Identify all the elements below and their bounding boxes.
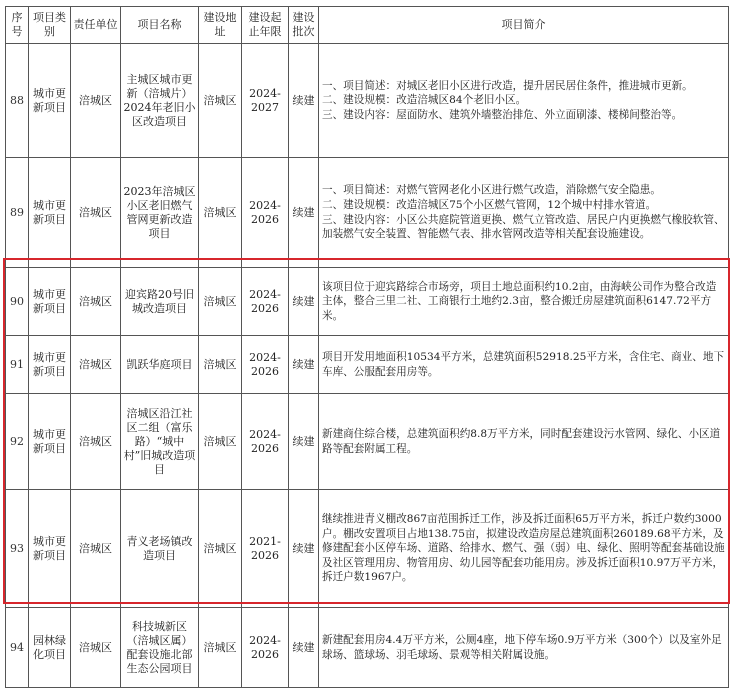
cell-name: 主城区城市更新（涪城片）2024年老旧小区改造项目 — [121, 44, 199, 158]
cell-seq: 92 — [6, 394, 29, 490]
cell-category: 园林绿化项目 — [29, 608, 71, 688]
cell-batch: 续建 — [289, 394, 319, 490]
table-header-row — [6, 7, 729, 44]
cell-intro: 新建配套用房4.4万平方米，公厕4座，地下停车场0.9万平方米（300个）以及室外足球场、篮球场、羽毛球场、景观等相关附属设施。 — [319, 608, 729, 688]
cell-batch: 续建 — [289, 158, 319, 268]
cell-location: 涪城区 — [199, 394, 242, 490]
header-intro: 项目简介 — [319, 7, 729, 44]
cell-intro: 项目开发用地面积10534平方米，总建筑面积52918.25平方米，含住宅、商业、地下车库、公服配套用房等。 — [319, 336, 729, 394]
cell-location: 涪城区 — [199, 268, 242, 336]
table-row — [6, 268, 729, 336]
cell-intro: 一、项目简述：对燃气管网老化小区进行燃气改造，消除燃气安全隐患。 二、建设规模：改造涪城区75个小区燃气管网，12个城中村排水管道。 三、建设内容：小区公共庭院管道更换、燃气立管改造、居民户内更换燃气橡胶软管、加装燃气安全装置、智能燃气表、排水管网改造等相关配套设施建设。 — [319, 158, 729, 268]
cell-seq: 90 — [6, 268, 29, 336]
cell-category: 城市更新项目 — [29, 158, 71, 268]
cell-unit: 涪城区 — [71, 490, 121, 608]
header-unit: 责任单位 — [71, 7, 121, 44]
cell-seq: 88 — [6, 44, 29, 158]
cell-unit: 涪城区 — [71, 158, 121, 268]
table-row — [6, 336, 729, 394]
cell-seq: 94 — [6, 608, 29, 688]
cell-location: 涪城区 — [199, 158, 242, 268]
cell-name: 涪城区沿江社区二组（富乐路）“城中村”旧城改造项目 — [121, 394, 199, 490]
table-row — [6, 490, 729, 608]
cell-intro: 新建商住综合楼，总建筑面积约8.8万平方米，同时配套建设污水管网、绿化、小区道路等配套附属工程。 — [319, 394, 729, 490]
cell-category: 城市更新项目 — [29, 44, 71, 158]
cell-unit: 涪城区 — [71, 394, 121, 490]
cell-location: 涪城区 — [199, 608, 242, 688]
cell-intro: 一、项目简述：对城区老旧小区进行改造，提升居民居住条件，推进城市更新。 二、建设规模：改造涪城区84个老旧小区。 三、建设内容：屋面防水、建筑外墙整治排危、外立面刷漆、楼梯间整治等。 — [319, 44, 729, 158]
cell-name: 科技城新区（涪城区属）配套设施北部生态公园项目 — [121, 608, 199, 688]
cell-category: 城市更新项目 — [29, 394, 71, 490]
cell-period: 2024-2027 — [242, 44, 289, 158]
cell-category: 城市更新项目 — [29, 268, 71, 336]
cell-period: 2021-2026 — [242, 490, 289, 608]
cell-location: 涪城区 — [199, 336, 242, 394]
cell-location: 涪城区 — [199, 44, 242, 158]
table-row — [6, 394, 729, 490]
cell-seq: 91 — [6, 336, 29, 394]
cell-unit: 涪城区 — [71, 268, 121, 336]
cell-period: 2024-2026 — [242, 394, 289, 490]
table-row — [6, 158, 729, 268]
cell-location: 涪城区 — [199, 490, 242, 608]
cell-batch: 续建 — [289, 44, 319, 158]
cell-category: 城市更新项目 — [29, 336, 71, 394]
cell-batch: 续建 — [289, 336, 319, 394]
cell-intro: 继续推进青义棚改867亩范围拆迁工作，涉及拆迁面积65万平方米，拆迁户数约3000户。棚改安置项目占地138.75亩，拟建设改造房屋总建筑面积260189.68平方米，及修建配套小区停车场、道路、给排水、燃气、强（弱）电、绿化、照明等配套基础设施及社区管理用房、物管用房、幼儿园等配套功能用房。涉及拆迁面积10.97万平方米，拆迁户数1967户。 — [319, 490, 729, 608]
cell-batch: 续建 — [289, 268, 319, 336]
header-period: 建设起止年限 — [242, 7, 289, 44]
cell-batch: 续建 — [289, 490, 319, 608]
cell-unit: 涪城区 — [71, 336, 121, 394]
cell-intro: 该项目位于迎宾路综合市场旁，项目土地总面积约10.2亩，由海峡公司作为整合改造主体，整合三里二社、工商银行土地约2.3亩，整合搬迁房屋建筑面积6147.72平方米。 — [319, 268, 729, 336]
cell-period: 2024-2026 — [242, 336, 289, 394]
header-category: 项目类别 — [29, 7, 71, 44]
cell-period: 2024-2026 — [242, 608, 289, 688]
header-location: 建设地址 — [199, 7, 242, 44]
header-batch: 建设批次 — [289, 7, 319, 44]
header-name: 项目名称 — [121, 7, 199, 44]
cell-unit: 涪城区 — [71, 44, 121, 158]
cell-period: 2024-2026 — [242, 268, 289, 336]
cell-name: 2023年涪城区小区老旧燃气管网更新改造项目 — [121, 158, 199, 268]
cell-category: 城市更新项目 — [29, 490, 71, 608]
cell-name: 青义老场镇改造项目 — [121, 490, 199, 608]
table-row — [6, 44, 729, 158]
cell-name: 迎宾路20号旧城改造项目 — [121, 268, 199, 336]
cell-seq: 93 — [6, 490, 29, 608]
cell-seq: 89 — [6, 158, 29, 268]
cell-name: 凯跃华庭项目 — [121, 336, 199, 394]
header-seq: 序号 — [6, 7, 29, 44]
cell-unit: 涪城区 — [71, 608, 121, 688]
cell-period: 2024-2026 — [242, 158, 289, 268]
project-table — [5, 6, 729, 688]
table-row — [6, 608, 729, 688]
cell-batch: 续建 — [289, 608, 319, 688]
